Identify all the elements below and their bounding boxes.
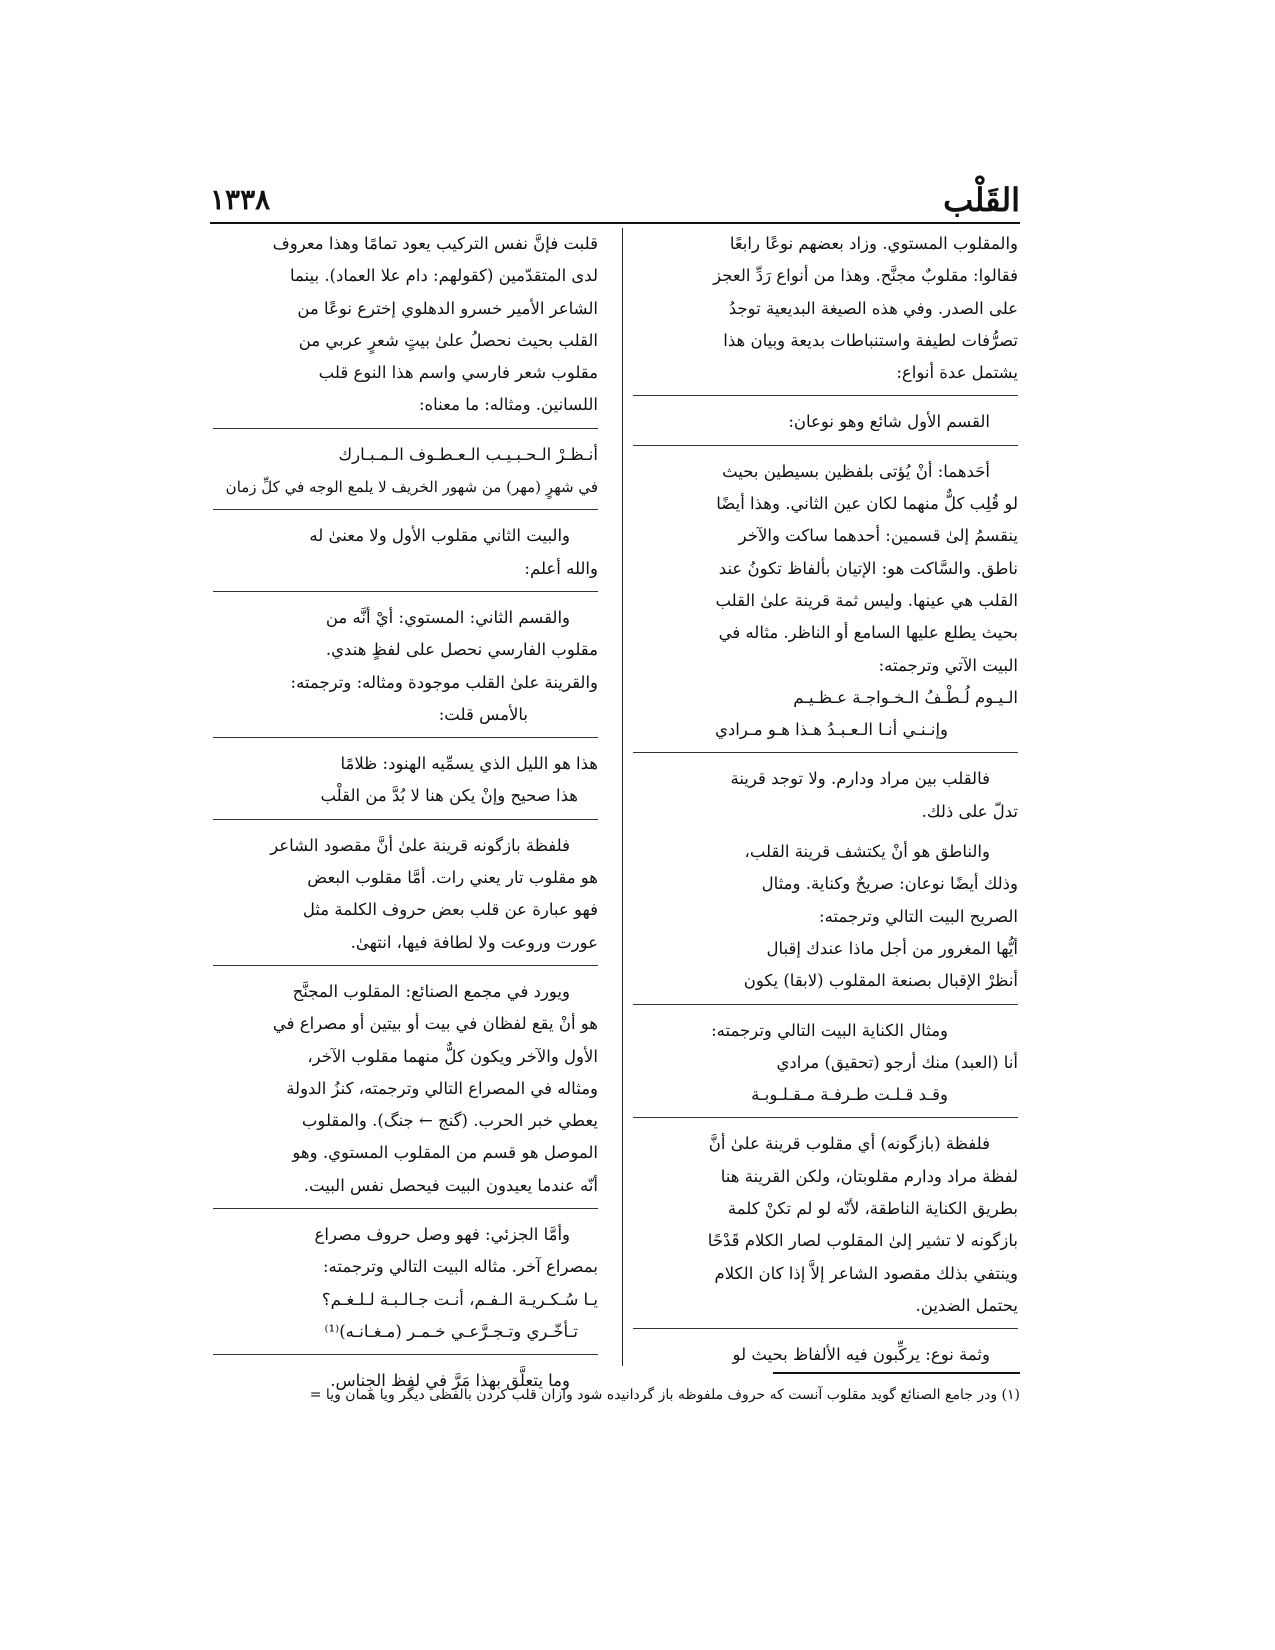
text-line: هو مقلوب تار يعني رات. أمَّا مقلوب البعض (307, 868, 598, 888)
verse-line: يـا سُـكـريـة الـفـم، أنـت جـالـبـة لـلـغـم؟ (321, 1289, 598, 1309)
text-line: والمقلوب المستوي. وزاد بعضهم نوعًا رابعًا (729, 234, 1018, 253)
text-line: والبيت الثاني مقلوب الأول ولا معنىٰ له (309, 526, 570, 546)
text-line: تصرُّفات لطيفة واستنباطات بديعة وبيان هذا (723, 330, 1018, 350)
text-line: لو قُلِب كلٌّ منهما لكان عين الثاني. وهذا أيضًا (716, 494, 1018, 514)
separator-rule (213, 1354, 598, 1355)
text-line: ينقسمُ إلىٰ قسمين: أحدهما ساكت والآخر (738, 526, 1018, 546)
verse-line: الـيـوم لُـطْـفُ الـخـواجـة عـظـيـم (793, 687, 1018, 707)
right-column (633, 228, 1018, 1372)
text-line: قلبت فإنَّ نفس التركيب يعود تمامًا وهذا معروف (272, 234, 598, 253)
text-line: فهو عبارة عن قلب بعض حروف الكلمة مثل (302, 900, 598, 920)
text-line: أحَدهما: أنْ يُؤتى بلفظين بسيطين بحيث (722, 461, 990, 481)
text-line: يحتمل الضدين. (915, 1295, 1018, 1315)
separator-rule (213, 819, 598, 820)
text-line: بالأمس قلت: (438, 704, 528, 724)
text-line: الأول والآخر ويكون كلٌّ منهما مقلوب الآخر، (307, 1046, 598, 1066)
separator-rule (633, 1117, 1018, 1118)
text-line: القلب هي عينها. وليس ثمة قرينة علىٰ القلب (715, 590, 1018, 610)
text-line: البيت الآتي وترجمته: (878, 655, 1018, 675)
text-line: الصريح البيت التالي وترجمته: (819, 906, 1018, 926)
text-line: فلفظة (بازگونه) أي مقلوب قرينة علىٰ أنَّ (708, 1134, 990, 1154)
separator-rule (213, 509, 598, 510)
text-line: عورت وروعت ولا لطافة فيها، انتهىٰ. (350, 932, 598, 952)
text-line: فلفظة بازگونه قرينة علىٰ أنَّ مقصود الشاعر (270, 835, 570, 855)
verse-line: أنا (العبد) منك أرجو (تحقيق) مرادي (776, 1052, 1018, 1072)
text-line: يعطي خبر الحرب. (گنج ← جنگ). والمقلوب (301, 1111, 598, 1131)
text-line: وما يتعلَّق بهذا مَرَّ في لفظ الجِناس. (330, 1371, 570, 1391)
left-column (213, 228, 598, 1398)
text-line: والقسم الثاني: المستوي: أيْ أنَّه من (325, 607, 570, 627)
separator-rule (213, 737, 598, 738)
verse-line: في شهرٍ (مهر) من شهور الخريف لا يلمع الوجه في كلِّ زمان (225, 478, 598, 497)
separator-rule (633, 752, 1018, 753)
text-line: هو أنْ يقع لفظان في بيت أو بيتين أو مصراع في (272, 1014, 598, 1034)
separator-rule (633, 445, 1018, 446)
text-line: الموصل هو قسم من المقلوب المستوي. وهو (292, 1143, 598, 1163)
text-line: وثمة نوع: يركِّبون فيه الألفاظ بحيث لو (732, 1345, 990, 1365)
verse-line: هذا هو الليل الذي يسمِّيه الهنود: ظلامًا (340, 754, 598, 774)
separator-rule (633, 1328, 1018, 1329)
text-line: يشتمل عدة أنواع: (896, 363, 1018, 383)
text-line: والقرينة علىٰ القلب موجودة ومثاله: وترجمته: (290, 672, 598, 692)
text-line: ناطق. والسَّاكت هو: الإتيان بألفاظ تكونُ عند (718, 558, 1018, 578)
text-line: والناطق هو أنْ يكتشف قرينة القلب، (744, 842, 990, 862)
text-line: فقالوا: مقلوبٌ مجنَّح. وهذا من أنواع رَدِّ العجز (713, 266, 1018, 286)
text-line: لدى المتقدّمين (كقولهم: دام علا العماد). بينما (289, 266, 598, 286)
text-line: مقلوب شعر فارسي واسم هذا النوع قلب (318, 363, 598, 383)
text-line: ويورد في مجمع الصنائع: المقلوب المجنَّح (292, 981, 570, 1001)
verse-line: أيُّها المغرور من أجل ماذا عندك إقبال (766, 938, 1018, 958)
text-line: وينتفي بذلك مقصود الشاعر إلاَّ إذا كان الكلام (714, 1263, 1018, 1283)
text-line: اللسانين. ومثاله: ما معناه: (418, 395, 598, 415)
verse-line: هذا صحيح وإنْ يكن هنا لا بُدَّ من القلْب (320, 786, 578, 806)
verse-line: أنظرْ الإقبال بصنعة المقلوب (لابقا) يكون (743, 971, 1018, 991)
section-heading: القسم الأول شائع وهو نوعان: (788, 412, 990, 432)
text-line: والله أعلم: (524, 558, 598, 578)
text-line: مقلوب الفارسي نحصل على لفظٍ هندي. (325, 640, 598, 660)
text-line: وأمَّا الجزئي: فهو وصل حروف مصراع (314, 1225, 570, 1245)
verse-line: أنـظـرْ الـحـبـيـب الـعـطـوف الـمـبـارك (338, 444, 598, 464)
text-line: على الصدر. وفي هذه الصيغة البديعية توجدُ (728, 298, 1018, 318)
text-line: لفظة مراد ودارم مقلوبتان، ولكن القرينة هنا (720, 1166, 1018, 1186)
separator-rule (213, 428, 598, 429)
text-line: بطريق الكناية الناطقة، لأنّه لو لم تكنْ كلمة (727, 1199, 1018, 1219)
page-header (210, 172, 1020, 224)
text-line: ومثاله في المصراع التالي وترجمته، كنزُ الدولة (286, 1078, 598, 1098)
page-title: القَلْب (943, 181, 1020, 219)
text-line: ومثال الكناية البيت التالي وترجمته: (711, 1020, 948, 1040)
text-line: القلب بحيث نحصلُ علىٰ بيتٍ شعرٍ عربي من (298, 330, 598, 350)
verse-line: وإنـنـي أنـا الـعـبـدُ هـذا هـو مـرادي (715, 720, 948, 740)
text-line: فالقلب بين مراد ودارم. ولا توجد قرينة (730, 769, 990, 789)
footnote: (١) ودر جامع الصنائع گويد مقلوب آنست كه حروف ملفوظه باز گردانيده شود وازان قلب كردن بالفظى ديگر ويا همان ويا = (309, 1387, 1020, 1403)
text-line: بمصراع آخر. مثاله البيت التالي وترجمته: (322, 1257, 598, 1277)
text-line: الشاعر الأمير خسرو الدهلوي إخترع نوعًا من (297, 298, 598, 318)
separator-rule (213, 965, 598, 966)
page-number: ١٣٣٨ (210, 183, 271, 216)
verse-line: وقـد قـلـت طـرفـة مـقـلـوبـة (751, 1085, 948, 1105)
text-line: تدلّ على ذلك. (921, 801, 1018, 821)
text-line: وذلك أيضًا نوعان: صريحٌ وكناية. ومثال (761, 874, 1018, 894)
separator-rule (633, 1004, 1018, 1005)
column-divider (622, 228, 623, 1366)
verse-line: تـأخّـري وتـجـرَّعـي خـمـر (مـغـانـه)⁽¹⁾ (324, 1321, 578, 1341)
text-line: أنّه عندما يعيدون البيت فيحصل نفس البيت. (303, 1175, 598, 1195)
separator-rule (213, 591, 598, 592)
separator-rule (633, 395, 1018, 396)
text-line: بحيث يطلع عليها السامع أو الناظر. مثاله في (718, 623, 1018, 643)
footnote-rule (773, 1372, 1020, 1374)
separator-rule (213, 1208, 598, 1209)
text-line: بازگونه لا تشير إلىٰ المقلوب لصار الكلام قَدْحًا (707, 1231, 1018, 1251)
